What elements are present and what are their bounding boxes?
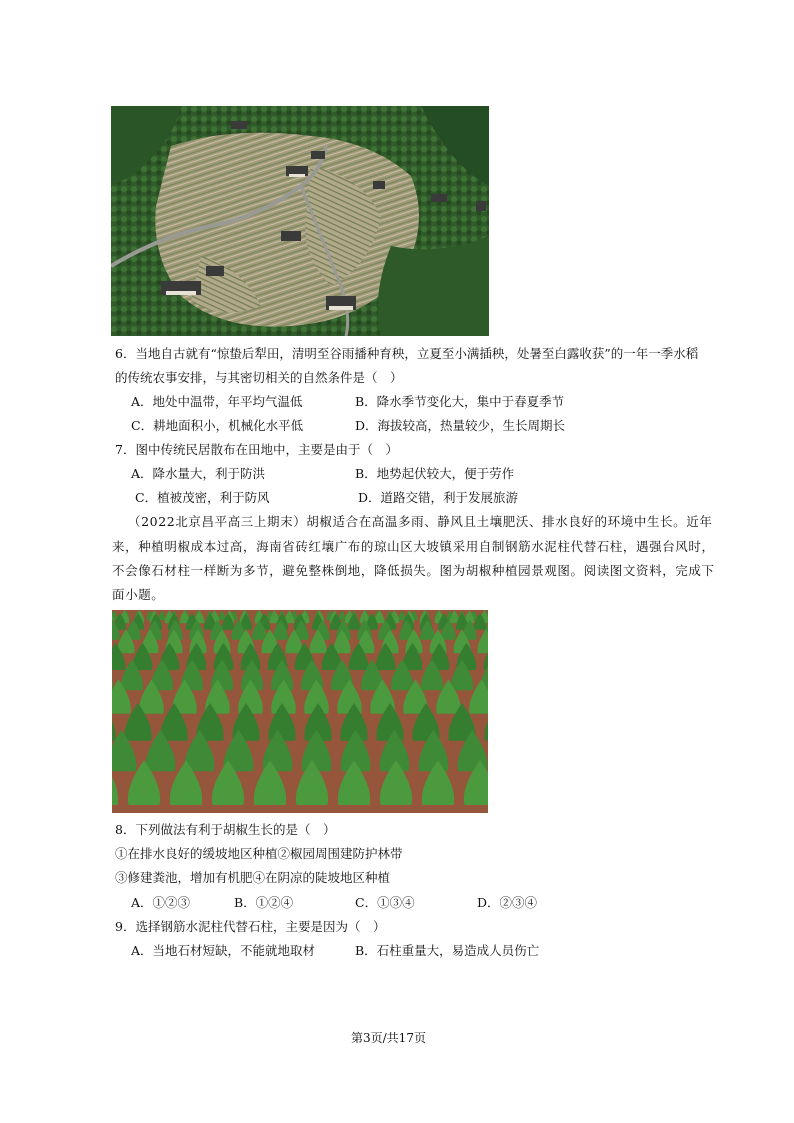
q6-option-a: A．地处中温带，年平均气温低	[131, 394, 303, 409]
passage-line4: 面小题。	[112, 587, 165, 602]
q8-items-line1: ①在排水良好的缓坡地区种植②椒园周围建防护林带	[115, 846, 403, 861]
q8-stem: 8．下列做法有利于胡椒生长的是（ ）	[115, 822, 336, 837]
q8-items-line2: ③修建粪池，增加有机肥④在阴凉的陡坡地区种植	[115, 870, 391, 885]
q8-option-d: D．②③④	[477, 895, 538, 910]
q7-option-a: A．降水量大，利于防洪	[131, 466, 266, 481]
q6-option-c: C．耕地面积小，机械化水平低	[131, 418, 304, 433]
q9-stem: 9．选择钢筋水泥柱代替石柱，主要是因为（ ）	[115, 919, 386, 934]
terraced-fields-photo	[111, 106, 489, 336]
q6-option-b: B．降水季节变化大，集中于春夏季节	[355, 394, 565, 409]
passage-line3: 不会像石材柱一样断为多节，避免整株倒地，降低损失。图为胡椒种植园景观图。阅读图文资料，完成下	[112, 563, 715, 578]
q6-stem-line2: 的传统农事安排，与其密切相关的自然条件是（ ）	[115, 370, 403, 385]
q7-option-c: C．植被茂密，利于防风	[135, 490, 270, 505]
passage-line1: （2022北京昌平高三上期末）胡椒适合在高温多雨、静风且土壤肥沃、排水良好的环境中生长。近年	[128, 514, 713, 529]
q9-option-a: A．当地石材短缺，不能就地取材	[131, 943, 316, 958]
q6-option-d: D．海拔较高，热量较少，生长周期长	[355, 418, 566, 433]
passage-line2: 来，种植明椒成本过高，海南省砖红壤广布的琼山区大坡镇采用自制钢筋水泥柱代替石柱，遇强台风时，	[112, 539, 715, 554]
page-footer: 第3页/共17页	[351, 1031, 426, 1045]
terraced-rice-fields-village-photo-icon	[111, 106, 489, 336]
q8-option-a: A．①②③	[131, 895, 191, 910]
q8-option-c: C．①③④	[355, 895, 415, 910]
q8-option-b: B．①②④	[234, 895, 294, 910]
q9-option-b: B．石柱重量大，易造成人员伤亡	[355, 943, 540, 958]
pepper-plantation-photo-icon	[112, 610, 488, 813]
q7-stem: 7．图中传统民居散布在田地中，主要是由于（ ）	[115, 442, 398, 457]
q7-option-b: B．地势起伏较大，便于劳作	[355, 466, 515, 481]
q6-stem-line1: 6．当地自古就有“惊蛰后犁田，清明至谷雨播种育秧，立夏至小满插秧，处暑至白露收获”的一年一季水稻	[115, 346, 699, 361]
q7-option-d: D．道路交错，利于发展旅游	[358, 490, 519, 505]
pepper-plantation-photo	[112, 610, 488, 813]
